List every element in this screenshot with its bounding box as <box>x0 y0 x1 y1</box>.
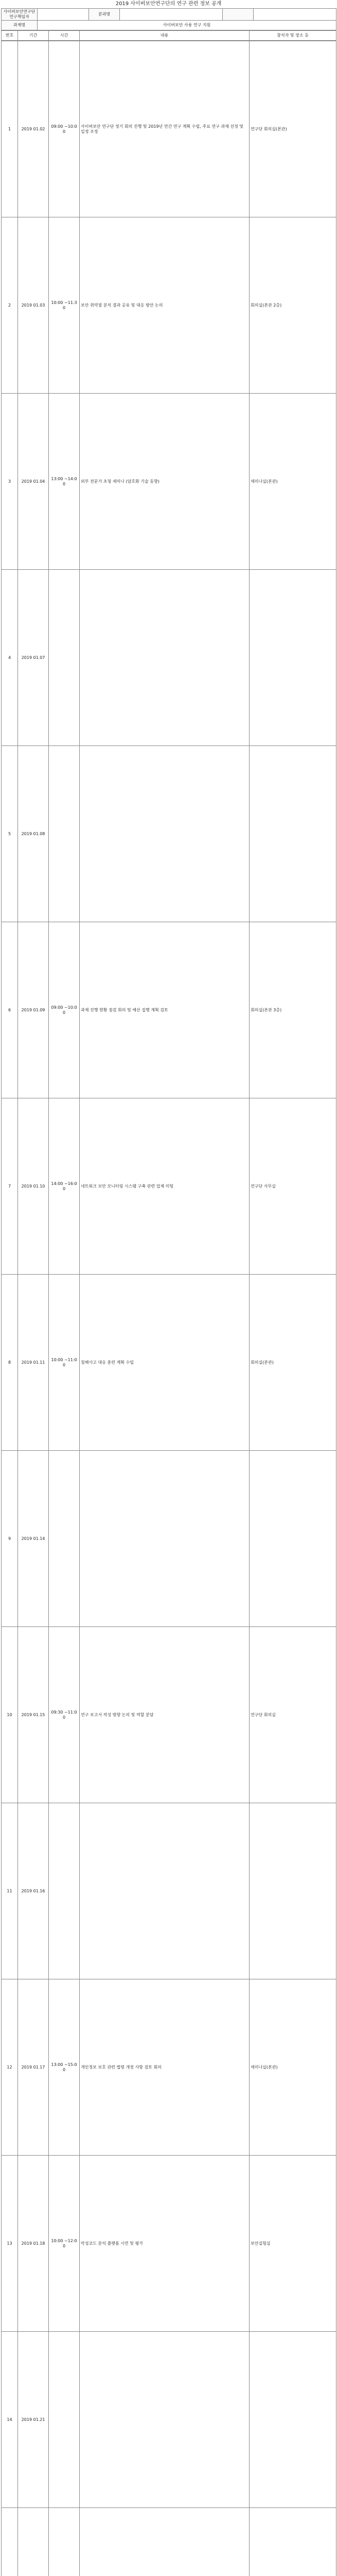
row-date: 2019 01.02 <box>18 41 49 217</box>
row-number: 2 <box>2 217 18 394</box>
period-label: 과제명 <box>2 21 38 30</box>
table-row <box>2 1098 336 1275</box>
row-time <box>49 746 80 922</box>
row-date: 2019 01.03 <box>18 217 49 394</box>
row-place: 회의실(본관 2층) <box>250 217 336 394</box>
row-number: 12 <box>2 1979 18 2156</box>
row-date: 2019 01.08 <box>18 746 49 922</box>
row-date: 2019 01.07 <box>18 570 49 746</box>
row-place: 세미나실(본관) <box>250 1979 336 2156</box>
row-content: 네트워크 보안 모니터링 시스템 구축 관련 업체 미팅 <box>80 1098 250 1275</box>
row-number: 4 <box>2 570 18 746</box>
row-number: 8 <box>2 1275 18 1451</box>
header-time: 시간 <box>49 31 80 41</box>
row-number: 5 <box>2 746 18 922</box>
row-time: 09:00 ~10:00 <box>49 922 80 1098</box>
table-row <box>2 922 336 1098</box>
row-number: 11 <box>2 1803 18 1979</box>
table-row <box>2 41 336 217</box>
row-place <box>250 1451 336 1627</box>
row-place: 연구단 사무실 <box>250 1098 336 1275</box>
schedule-header <box>1 30 336 41</box>
row-date: 2019 01.18 <box>18 2156 49 2332</box>
row-place: 연구단 회의실(본관) <box>250 41 336 217</box>
row-content: 사이버보안 연구단 정기 회의 진행 및 2019년 연간 연구 계획 수립, 주요 연구 과제 선정 및 일정 조정 <box>80 41 250 217</box>
row-content <box>80 1803 250 1979</box>
row-content: 연구 보고서 작성 방향 논의 및 역할 분담 <box>80 1627 250 1803</box>
row-number: 10 <box>2 1627 18 1803</box>
row-place: 회의실(본관) <box>250 1275 336 1451</box>
row-time <box>49 1803 80 1979</box>
row-place: 회의실(본관 3층) <box>250 922 336 1098</box>
row-date: 2019 01.17 <box>18 1979 49 2156</box>
unit-value <box>38 9 89 21</box>
info-table <box>1 8 336 30</box>
row-date: 2019 01.09 <box>18 922 49 1098</box>
table-row <box>2 2332 336 2508</box>
row-time: 09:00 ~10:00 <box>49 41 80 217</box>
row-place <box>250 570 336 746</box>
name-value <box>120 9 223 21</box>
table-row <box>2 746 336 922</box>
row-content: 보안 취약점 분석 결과 공유 및 대응 방안 논의 <box>80 217 250 394</box>
row-time: 10:00 ~11:30 <box>49 217 80 394</box>
table-row <box>2 2508 336 2576</box>
row-content <box>80 746 250 922</box>
document-title: 2019 사이버보안연구단의 연구 관련 정보 공개 <box>115 1 222 7</box>
name-label: 분과명 <box>89 9 120 21</box>
row-time <box>49 570 80 746</box>
row-time: 13:00 ~15:00 <box>49 1979 80 2156</box>
row-date: 2019 01.11 <box>18 1275 49 1451</box>
row-date: 2019 01.21 <box>18 2332 49 2508</box>
row-time <box>49 2508 80 2576</box>
row-content: 악성코드 분석 플랫폼 시연 및 평가 <box>80 2156 250 2332</box>
table-row <box>2 1803 336 1979</box>
row-place <box>250 746 336 922</box>
row-number: 1 <box>2 41 18 217</box>
row-place <box>250 2332 336 2508</box>
row-content: 개인정보 보호 관련 법령 개정 사항 검토 회의 <box>80 1979 250 2156</box>
row-number: 6 <box>2 922 18 1098</box>
row-content <box>80 570 250 746</box>
row-time: 10:00 ~12:00 <box>49 2156 80 2332</box>
row-content: 과제 진행 현황 점검 회의 및 예산 집행 계획 검토 <box>80 922 250 1098</box>
row-number <box>2 2508 18 2576</box>
header-place: 참석자 및 장소 등 <box>250 31 336 41</box>
row-time: 09:30 ~11:00 <box>49 1627 80 1803</box>
row-content <box>80 2508 250 2576</box>
row-content: 침해사고 대응 훈련 계획 수립 <box>80 1275 250 1451</box>
row-number: 13 <box>2 2156 18 2332</box>
leader-value <box>254 9 336 21</box>
table-row <box>2 1275 336 1451</box>
table-row <box>2 570 336 746</box>
table-row <box>2 394 336 570</box>
row-time: 10:00 ~11:00 <box>49 1275 80 1451</box>
row-number: 7 <box>2 1098 18 1275</box>
row-content <box>80 2332 250 2508</box>
row-date: 2019 01.10 <box>18 1098 49 1275</box>
period-value: 사이버보안 사용 연구 지원 <box>38 21 336 30</box>
row-date: 2019 01.16 <box>18 1803 49 1979</box>
unit-label: 사이버보안연구단 연구책임자 <box>2 9 38 21</box>
row-place <box>250 2508 336 2576</box>
schedule-table <box>1 41 336 2576</box>
row-time <box>49 1451 80 1627</box>
header-date: 기간 <box>18 31 49 41</box>
row-place: 연구단 회의실 <box>250 1627 336 1803</box>
row-date: 2019 01.15 <box>18 1627 49 1803</box>
row-time <box>49 2332 80 2508</box>
header-content: 내용 <box>80 31 250 41</box>
leader-label <box>223 9 254 21</box>
row-place: 보안실험실 <box>250 2156 336 2332</box>
row-content: 외부 전문가 초청 세미나 (암호화 기술 동향) <box>80 394 250 570</box>
row-place <box>250 1803 336 1979</box>
table-row <box>2 1451 336 1627</box>
row-number: 9 <box>2 1451 18 1627</box>
row-date: 2019 01.14 <box>18 1451 49 1627</box>
row-content <box>80 1451 250 1627</box>
row-date <box>18 2508 49 2576</box>
table-row <box>2 217 336 394</box>
row-number: 14 <box>2 2332 18 2508</box>
table-row <box>2 1979 336 2156</box>
header-no: 번호 <box>2 31 18 41</box>
row-number: 3 <box>2 394 18 570</box>
row-place: 세미나실(본관) <box>250 394 336 570</box>
row-time: 14:00 ~16:00 <box>49 1098 80 1275</box>
table-row <box>2 2156 336 2332</box>
table-row <box>2 1627 336 1803</box>
row-date: 2019 01.04 <box>18 394 49 570</box>
row-time: 13:00 ~14:00 <box>49 394 80 570</box>
